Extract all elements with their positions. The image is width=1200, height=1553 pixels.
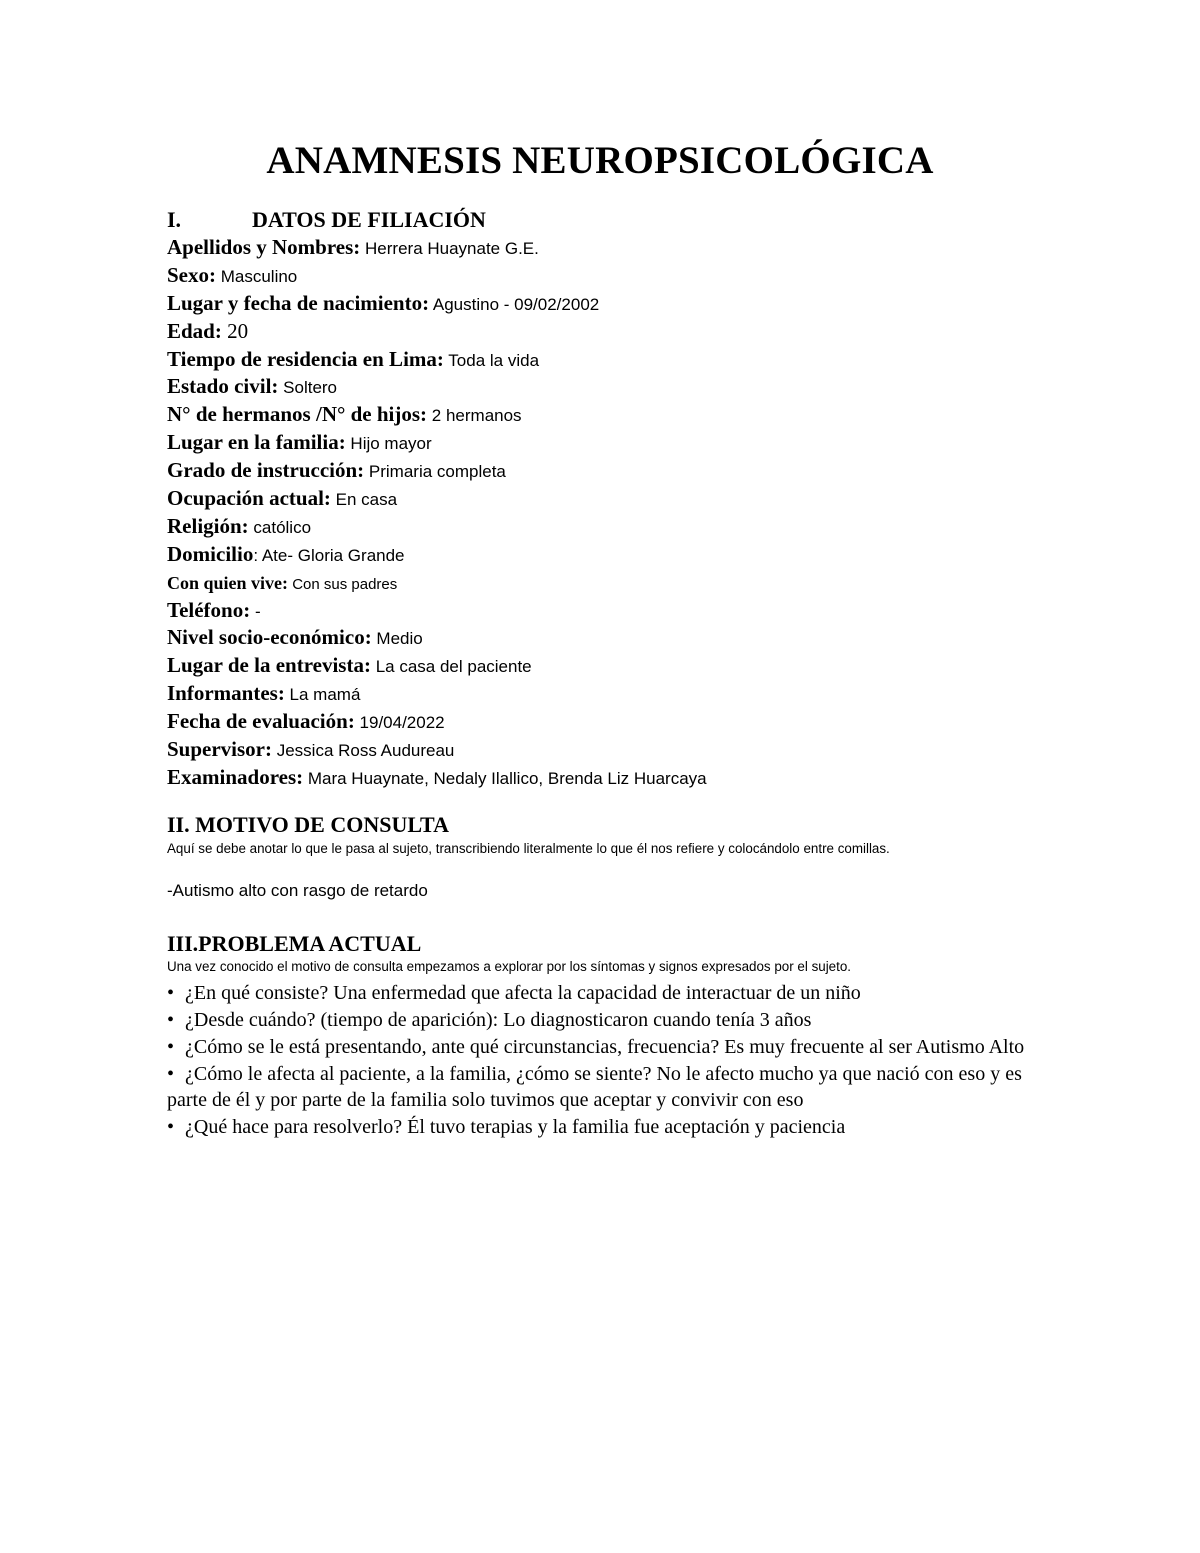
field-estado-civil: [167, 373, 707, 401]
document-title: ANAMNESIS NEUROPSICOLÓGICA: [266, 139, 934, 182]
section-2-heading: II. MOTIVO DE CONSULTA: [167, 812, 449, 837]
field-hermanos-hijos: [167, 401, 707, 429]
bullet-icon: •: [167, 1116, 175, 1138]
field-edad: [167, 318, 707, 346]
bullet-icon: •: [167, 1063, 175, 1085]
field-fecha-evaluacion: [167, 708, 707, 736]
field-value: 19/04/2022: [354, 713, 445, 733]
field-label: Examinadores:: [167, 764, 304, 789]
field-label: Sexo:: [167, 262, 216, 287]
field-value: Toda la vida: [443, 350, 540, 370]
section-1-title: DATOS DE FILIACIÓN: [252, 207, 486, 232]
field-label: Con quien vive:: [167, 572, 289, 593]
question-item: [167, 1114, 1037, 1140]
filiation-fields: [167, 234, 707, 792]
field-value: Jessica Ross Audureau: [272, 741, 455, 761]
field-con-quien-vive: [167, 569, 707, 597]
bullet-icon: •: [167, 982, 175, 1004]
question-item: [167, 980, 1037, 1006]
field-label: Apellidos y Nombres:: [167, 235, 361, 259]
field-label: Nivel socio-económico:: [167, 625, 372, 650]
section-1-heading: [167, 206, 486, 234]
question-text: ¿Qué hace para resolverlo? Él tuvo terapias y la familia fue aceptación y paciencia: [180, 1116, 846, 1138]
field-ocupacion-actual: [167, 485, 707, 513]
field-value: Con sus padres: [288, 575, 398, 593]
question-text: ¿Cómo le afecta al paciente, a la familia, ¿cómo se siente? No le afecto mucho ya que nació con eso y es parte de él y por parte de la familia solo tuvimos que aceptar y convivir con eso: [167, 1063, 1022, 1111]
field-label: Domicilio: [167, 541, 254, 566]
field-value: 2 hermanos: [427, 406, 522, 426]
field-label: Informantes:: [167, 681, 285, 706]
field-label: Lugar de la entrevista:: [167, 653, 371, 678]
field-label: Fecha de evaluación:: [167, 709, 355, 734]
field-label: Religión:: [167, 513, 249, 538]
bullet-icon: •: [167, 1009, 175, 1031]
field-label: Teléfono:: [167, 597, 251, 622]
field-grado-instruccion: [167, 457, 707, 485]
field-value: La casa del paciente: [370, 657, 532, 677]
field-value: -: [250, 601, 261, 621]
field-label: Edad:: [167, 318, 222, 343]
field-lugar-fecha-nacimiento: [167, 290, 707, 318]
field-label: N° de hermanos /N° de hijos:: [167, 402, 428, 427]
field-nivel-socioeconomico: [167, 624, 707, 652]
field-label: Tiempo de residencia en Lima:: [167, 346, 444, 371]
section-2-instruction: Aquí se debe anotar lo que le pasa al sujeto, transcribiendo literalmente lo que él nos refiere y colocándolo entre comillas.: [167, 841, 890, 856]
question-text: ¿En qué consiste? Una enfermedad que afecta la capacidad de interactuar de un niño: [180, 982, 861, 1004]
field-value: La mamá: [284, 685, 361, 705]
field-apellidos-nombres: [167, 234, 707, 262]
field-domicilio: [167, 541, 707, 569]
problem-questions-list: [167, 980, 1037, 1141]
field-telefono: [167, 597, 707, 625]
field-lugar-familia: [167, 429, 707, 457]
field-examinadores: [167, 764, 707, 792]
section-3-heading: III.PROBLEMA ACTUAL: [167, 931, 422, 956]
field-value: : Ate- Gloria Grande: [253, 545, 405, 565]
section-1-number: I.: [167, 207, 182, 232]
field-value: Soltero: [278, 378, 338, 398]
field-value: Agustino - 09/02/2002: [429, 294, 600, 314]
field-value: Herrera Huaynate G.E.: [360, 239, 539, 258]
field-value: Masculino: [216, 266, 298, 286]
section-3-instruction: Una vez conocido el motivo de consulta empezamos a explorar por los síntomas y signos expresados por el sujeto.: [167, 959, 852, 974]
field-label: Estado civil:: [167, 374, 279, 399]
question-text: ¿Cómo se le está presentando, ante qué circunstancias, frecuencia? Es muy frecuente al ser Autismo Alto: [180, 1036, 1025, 1058]
field-label: Lugar y fecha de nacimiento:: [167, 290, 430, 315]
question-item: [167, 1007, 1037, 1033]
field-value: Hijo mayor: [345, 434, 432, 454]
field-label: Supervisor:: [167, 737, 272, 762]
question-text: ¿Desde cuándo? (tiempo de aparición): Lo diagnosticaron cuando tenía 3 años: [180, 1009, 812, 1031]
field-value: En casa: [330, 490, 398, 510]
field-value: 20: [221, 318, 249, 343]
field-label: Ocupación actual:: [167, 486, 331, 511]
field-tiempo-residencia: [167, 346, 707, 374]
field-religion: [167, 513, 707, 541]
field-value: Medio: [371, 629, 423, 649]
field-label: Lugar en la familia:: [167, 430, 346, 455]
field-value: Mara Huaynate, Nedaly Ilallico, Brenda Liz Huarcaya: [303, 768, 707, 788]
field-value: Primaria completa: [364, 462, 506, 482]
question-item: [167, 1061, 1037, 1113]
question-item: [167, 1034, 1037, 1060]
section-2-answer: -Autismo alto con rasgo de retardo: [167, 881, 428, 900]
field-label: Grado de instrucción:: [167, 458, 365, 483]
field-sexo: [167, 262, 707, 290]
field-lugar-entrevista: [167, 652, 707, 680]
field-informantes: [167, 680, 707, 708]
bullet-icon: •: [167, 1036, 175, 1058]
field-supervisor: [167, 736, 707, 764]
field-value: católico: [248, 517, 312, 537]
